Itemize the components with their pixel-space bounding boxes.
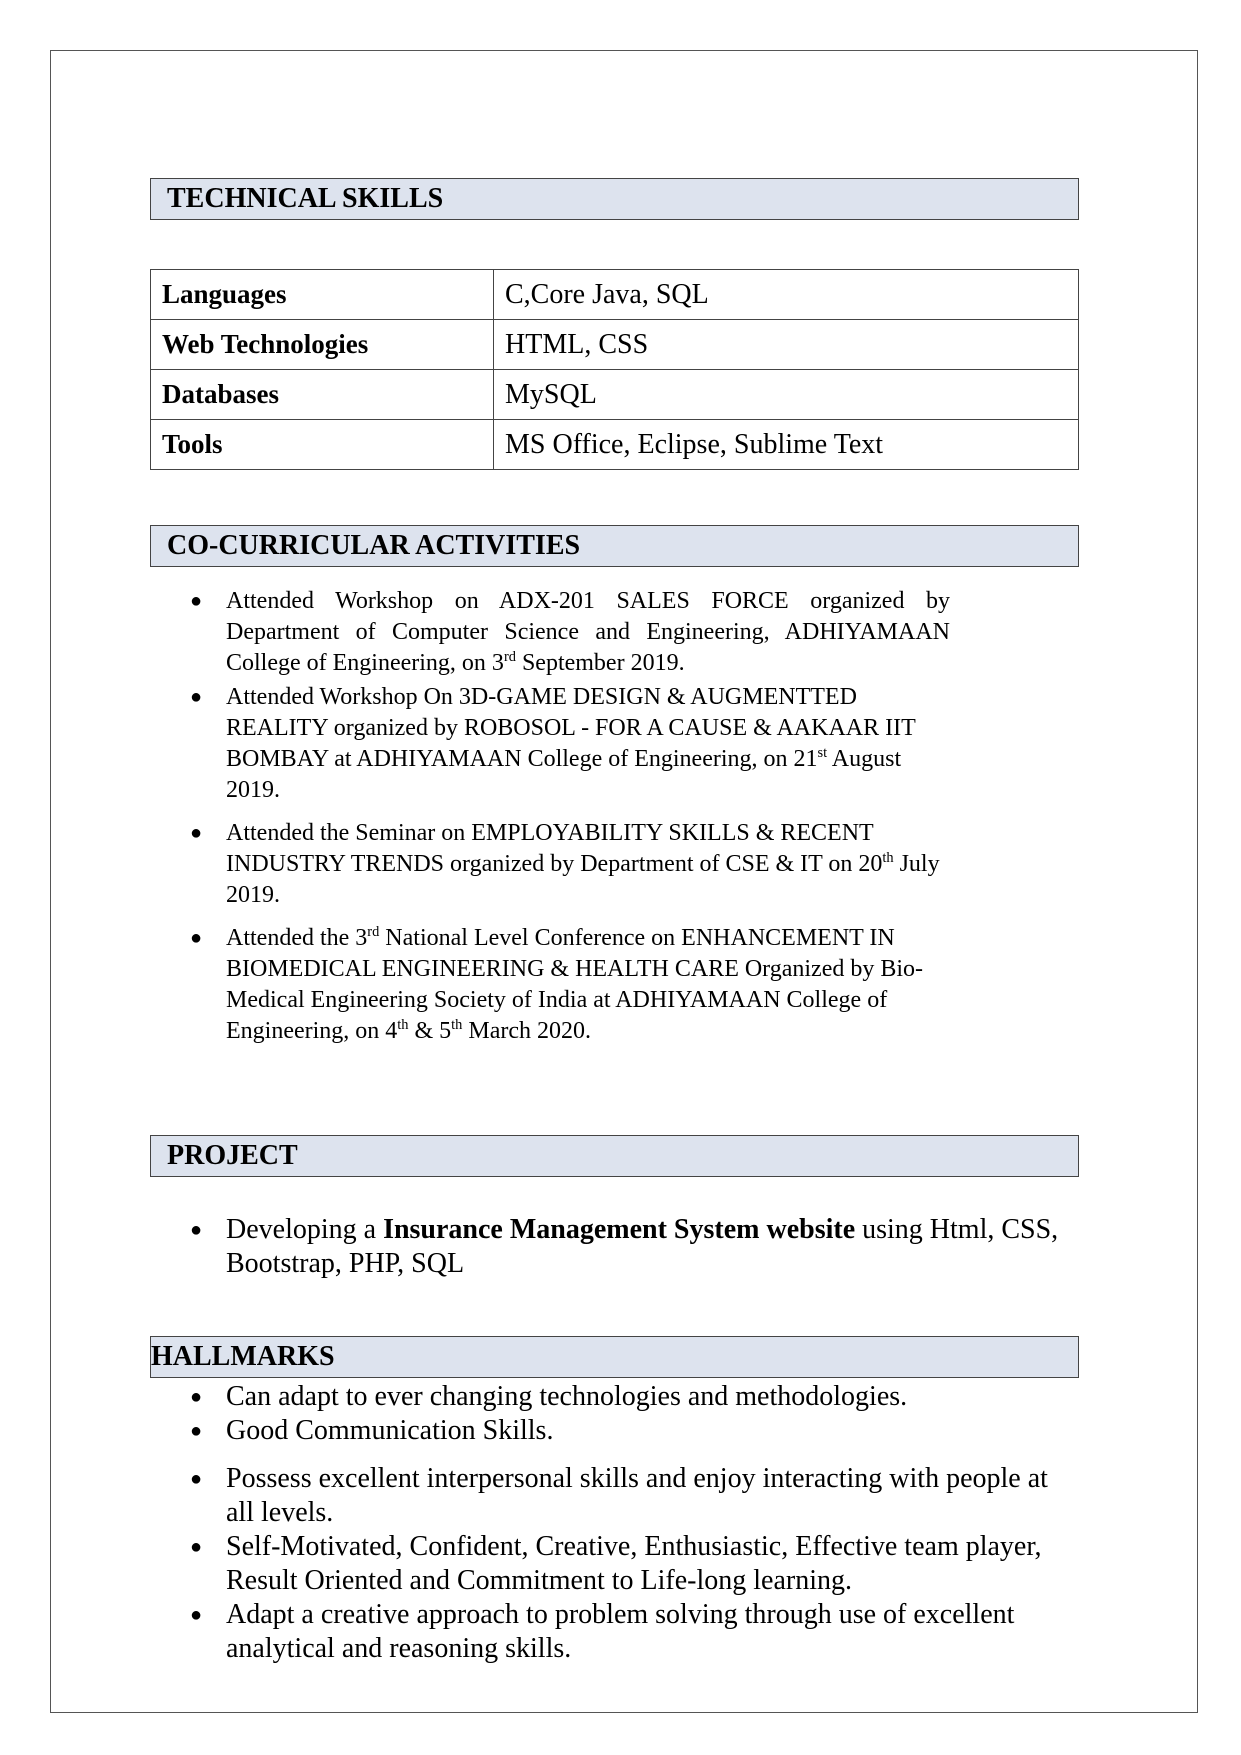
- bullet-icon: ●: [190, 1468, 203, 1490]
- list-item: ● Attended Workshop On 3D-GAME DESIGN & AUGMENTTED REALITY organized by ROBOSOL - FOR A CAUSE & AAKAAR IIT BOMBAY at ADHIYAMAAN College of Engineering, on 21st August 2019.: [190, 684, 916, 803]
- list-item: ● Self-Motivated, Confident, Creative, Enthusiastic, Effective team player, Result Oriented and Commitment to Life-long learning.: [190, 1531, 1042, 1596]
- table-row: [151, 370, 1079, 420]
- list-item: ● Good Communication Skills.: [190, 1415, 554, 1446]
- list-item: ● Developing a Insurance Management System website using Html, CSS, Bootstrap, PHP, SQL: [190, 1214, 1059, 1279]
- table-row: [151, 270, 1079, 320]
- list-item: ● Attended the 3rd National Level Conference on ENHANCEMENT IN BIOMEDICAL ENGINEERING & HEALTH CARE Organized by Bio-Medical Engineering Society of India at ADHIYAMAAN College of Engineering, on 4th & 5th March 2020.: [190, 924, 924, 1044]
- co-curricular-heading: CO-CURRICULAR ACTIVITIES: [150, 525, 1079, 567]
- project-heading: PROJECT: [150, 1135, 1079, 1177]
- table-row: [151, 320, 1079, 370]
- hallmarks-heading: HALLMARKS: [150, 1336, 1079, 1378]
- list-item: ● Attended Workshop on ADX-201 SALES FORCE organized by Department of Computer Science and Engineering, ADHIYAMAAN College of Engineering, on 3rd September 2019.: [190, 588, 950, 676]
- skill-value: MySQL: [494, 370, 1079, 420]
- list-item: ● Adapt a creative approach to problem solving through use of excellent analytical and reasoning skills.: [190, 1599, 1015, 1664]
- bullet-icon: ●: [190, 1604, 203, 1626]
- list-item: ● Attended the Seminar on EMPLOYABILITY SKILLS & RECENT INDUSTRY TRENDS organized by Department of CSE & IT on 20th July 2019.: [190, 820, 940, 908]
- hallmarks-list: [190, 1380, 1070, 1666]
- bullet-icon: ●: [190, 1536, 203, 1558]
- bullet-icon: ●: [190, 1386, 203, 1408]
- list-item: ● Possess excellent interpersonal skills and enjoy interacting with people at all levels.: [190, 1463, 1048, 1528]
- skill-label: Databases: [151, 370, 494, 420]
- project-title: Insurance Management System website: [383, 1214, 856, 1245]
- technical-skills-heading: TECHNICAL SKILLS: [150, 178, 1079, 220]
- technical-skills-table: [150, 269, 1079, 470]
- table-row: [151, 420, 1079, 470]
- list-item: ● Can adapt to ever changing technologies and methodologies.: [190, 1381, 908, 1412]
- bullet-icon: ●: [190, 686, 203, 708]
- skill-label: Languages: [151, 270, 494, 320]
- bullet-icon: ●: [190, 590, 203, 612]
- skill-label: Web Technologies: [151, 320, 494, 370]
- bullet-icon: ●: [190, 1219, 203, 1241]
- bullet-icon: ●: [190, 822, 203, 844]
- skill-value: C,Core Java, SQL: [494, 270, 1079, 320]
- project-list: [190, 1213, 1060, 1281]
- skill-value: HTML, CSS: [494, 320, 1079, 370]
- skill-label: Tools: [151, 420, 494, 470]
- bullet-icon: ●: [190, 927, 203, 949]
- skill-value: MS Office, Eclipse, Sublime Text: [494, 420, 1079, 470]
- bullet-icon: ●: [190, 1420, 203, 1442]
- co-curricular-list: [190, 586, 950, 1047]
